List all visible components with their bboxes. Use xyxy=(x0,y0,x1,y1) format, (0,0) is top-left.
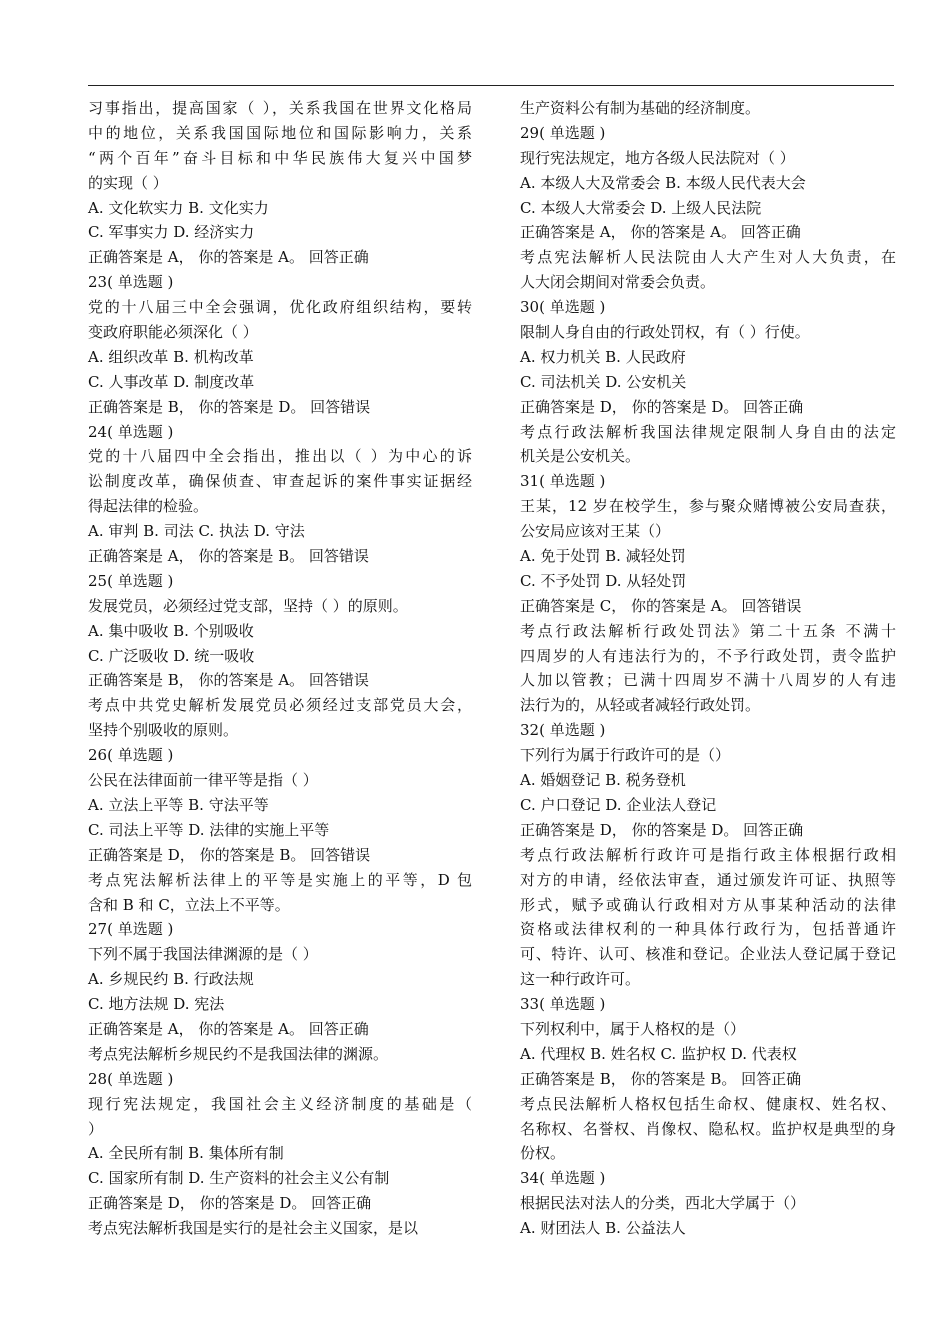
option-line: A. 免于处罚 B. 减轻处罚 xyxy=(520,547,686,566)
text-line: 公安局应该对王某（） xyxy=(520,522,671,541)
explanation-line: 法行为的，从轻或者减轻行政处罚。 xyxy=(520,696,761,715)
option-line: C. 广泛吸收 D. 统一吸收 xyxy=(88,646,255,665)
text-line: 王某，12 岁在校学生，参与聚众赌博被公安局查获， xyxy=(520,497,896,516)
explanation-line: 考点宪法解析乡规民约不是我国法律的渊源。 xyxy=(88,1044,389,1063)
explanation-line: 四周岁的人有违法行为的，不予行政处罚，责令监护 xyxy=(520,646,896,665)
answer-line: 正确答案是 A， 你的答案是 A。 回答正确 xyxy=(88,248,369,267)
text-line: 现行宪法规定，我国社会主义经济制度的基础是（ xyxy=(88,1094,472,1113)
explanation-line: 资格或法律权利的一种具体行政行为，包括普通许 xyxy=(520,920,896,939)
text-line: 下列不属于我国法律渊源的是（ ） xyxy=(88,945,318,964)
explanation-line: 考点行政法解析行政处罚法》第二十五条 不满十 xyxy=(520,621,896,640)
text-line: 变政府职能必须深化（ ） xyxy=(88,323,258,342)
explanation-line: 份权。 xyxy=(520,1144,566,1163)
explanation-line: 含和 B 和 C，立法上不平等。 xyxy=(88,895,290,914)
option-line: C. 国家所有制 D. 生产资料的社会主义公有制 xyxy=(88,1169,390,1188)
question-number: 25( 单选题 ) xyxy=(88,571,174,590)
answer-line: 正确答案是 D， 你的答案是 D。 回答正确 xyxy=(520,820,804,839)
answer-line: 正确答案是 A， 你的答案是 A。 回答正确 xyxy=(520,223,801,242)
text-line: 习事指出，提高国家（ ），关系我国在世界文化格局 xyxy=(88,99,472,117)
question-number: 33( 单选题 ) xyxy=(520,995,606,1014)
question-number: 32( 单选题 ) xyxy=(520,721,606,740)
right-column xyxy=(520,96,896,1241)
answer-line: 正确答案是 B， 你的答案是 A。 回答错误 xyxy=(88,671,369,690)
option-line: C. 军事实力 D. 经济实力 xyxy=(88,223,255,242)
text-line: 限制人身自由的行政处罚权，有（ ）行使。 xyxy=(520,323,810,342)
explanation-line: 人加以管教；已满十四周岁不满十八周岁的人有违 xyxy=(520,671,896,690)
explanation-line: 名称权、名誉权、肖像权、隐私权。监护权是典型的身 xyxy=(520,1119,896,1138)
option-line: A. 组织改革 B. 机构改革 xyxy=(88,347,254,366)
answer-line: 正确答案是 B， 你的答案是 D。 回答错误 xyxy=(88,397,371,416)
text-line: “两个百年”奋斗目标和中华民族伟大复兴中国梦 xyxy=(88,148,472,167)
explanation-line: 考点行政法解析行政许可是指行政主体根据行政相 xyxy=(520,845,896,864)
option-line: C. 本级人大常委会 D. 上级人民法院 xyxy=(520,198,762,217)
text-line: 发展党员，必须经过党支部，坚持（ ）的原则。 xyxy=(88,596,408,615)
option-line: A. 集中吸收 B. 个别吸收 xyxy=(88,621,254,640)
left-column xyxy=(88,96,472,1241)
header-rule xyxy=(88,85,894,86)
text-line: 下列行为属于行政许可的是（） xyxy=(520,746,731,765)
option-line: A. 代理权 B. 姓名权 C. 监护权 D. 代表权 xyxy=(520,1044,797,1063)
text-line: 讼制度改革，确保侦查、审查起诉的案件事实证据经 xyxy=(88,472,472,491)
option-line: A. 财团法人 B. 公益法人 xyxy=(520,1219,686,1238)
explanation-line: 人大闭会期间对常委会负责。 xyxy=(520,273,716,292)
answer-line: 正确答案是 C， 你的答案是 A。 回答错误 xyxy=(520,596,802,615)
question-number: 26( 单选题 ) xyxy=(88,746,174,765)
text-line: 现行宪法规定，地方各级人民法院对（ ） xyxy=(520,148,795,167)
text-line: 得起法律的检验。 xyxy=(88,497,209,516)
text-line: 下列权利中，属于人格权的是（） xyxy=(520,1019,746,1038)
option-line: A. 全民所有制 B. 集体所有制 xyxy=(88,1144,284,1163)
option-line: C. 地方法规 D. 宪法 xyxy=(88,995,225,1014)
option-line: A. 立法上平等 B. 守法平等 xyxy=(88,795,269,814)
question-number: 24( 单选题 ) xyxy=(88,422,174,441)
explanation-line: 这一种行政许可。 xyxy=(520,970,641,989)
explanation-line: 考点民法解析人格权包括生命权、健康权、姓名权、 xyxy=(520,1094,896,1113)
option-line: A. 权力机关 B. 人民政府 xyxy=(520,347,686,366)
explanation-line: 考点中共党史解析发展党员必须经过支部党员大会， xyxy=(88,696,472,715)
explanation-line: 坚持个别吸收的原则。 xyxy=(88,721,239,740)
explanation-line: 可、特许、认可、核准和登记。企业法人登记属于登记 xyxy=(520,945,896,964)
explanation-line: 考点宪法解析法律上的平等是实施上的平等，D 包 xyxy=(88,870,472,889)
question-number: 23( 单选题 ) xyxy=(88,273,174,292)
text-line: ） xyxy=(88,1119,104,1138)
explanation-line: 考点行政法解析我国法律规定限制人身自由的法定 xyxy=(520,422,896,441)
question-number: 28( 单选题 ) xyxy=(88,1069,174,1088)
answer-line: 正确答案是 B， 你的答案是 B。 回答正确 xyxy=(520,1069,802,1088)
explanation-line: 对方的申请，经依法审查，通过颁发许可证、执照等 xyxy=(520,870,896,889)
text-line: 根据民法对法人的分类，西北大学属于（） xyxy=(520,1194,806,1213)
explanation-line: 考点宪法解析人民法院由人大产生对人大负责，在 xyxy=(520,248,896,267)
option-line: C. 司法上平等 D. 法律的实施上平等 xyxy=(88,820,330,839)
text-line: 党的十八届三中全会强调，优化政府组织结构，要转 xyxy=(88,298,472,317)
option-line: C. 不予处罚 D. 从轻处罚 xyxy=(520,571,687,590)
option-line: A. 乡规民约 B. 行政法规 xyxy=(88,970,254,989)
text-line: 中的地位，关系我国国际地位和国际影响力，关系 xyxy=(88,123,472,142)
question-number: 34( 单选题 ) xyxy=(520,1169,606,1188)
option-line: A. 本级人大及常委会 B. 本级人民代表大会 xyxy=(520,173,806,192)
option-line: C. 司法机关 D. 公安机关 xyxy=(520,372,687,391)
option-line: C. 户口登记 D. 企业法人登记 xyxy=(520,795,717,814)
answer-line: 正确答案是 A， 你的答案是 B。 回答错误 xyxy=(88,547,369,566)
question-number: 29( 单选题 ) xyxy=(520,123,606,142)
question-number: 31( 单选题 ) xyxy=(520,472,606,491)
question-number: 27( 单选题 ) xyxy=(88,920,174,939)
answer-line: 正确答案是 D， 你的答案是 B。 回答错误 xyxy=(88,845,371,864)
answer-line: 正确答案是 A， 你的答案是 A。 回答正确 xyxy=(88,1019,369,1038)
text-line: 的实现（ ） xyxy=(88,173,168,192)
option-line: C. 人事改革 D. 制度改革 xyxy=(88,372,255,391)
option-line: A. 审判 B. 司法 C. 执法 D. 守法 xyxy=(88,522,305,541)
text-line: 党的十八届四中全会指出，推出以（ ）为中心的诉 xyxy=(88,447,472,466)
option-line: A. 文化软实力 B. 文化实力 xyxy=(88,198,269,217)
explanation-line: 机关是公安机关。 xyxy=(520,447,641,466)
answer-line: 正确答案是 D， 你的答案是 D。 回答正确 xyxy=(88,1194,372,1213)
answer-line: 正确答案是 D， 你的答案是 D。 回答正确 xyxy=(520,397,804,416)
explanation-line: 形式，赋予或确认行政相对方从事某种活动的法律 xyxy=(520,895,896,914)
explanation-line: 生产资料公有制为基础的经济制度。 xyxy=(520,99,761,117)
text-line: 公民在法律面前一律平等是指（ ） xyxy=(88,771,318,790)
option-line: A. 婚姻登记 B. 税务登机 xyxy=(520,771,686,790)
explanation-line: 考点宪法解析我国是实行的是社会主义国家，是以 xyxy=(88,1219,419,1238)
question-number: 30( 单选题 ) xyxy=(520,298,606,317)
